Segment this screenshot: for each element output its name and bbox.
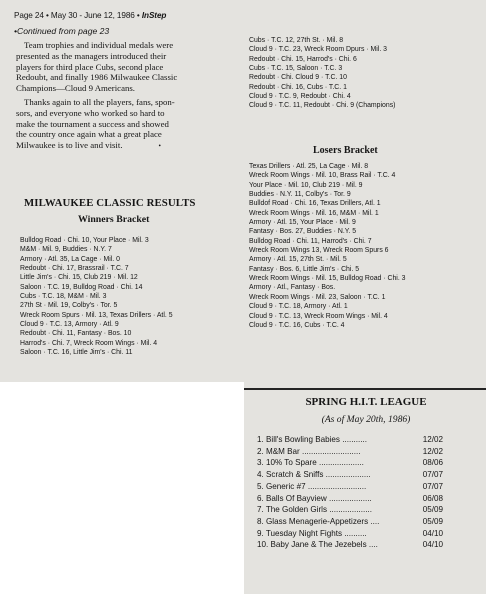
standings-row [257,539,443,551]
intro-paragraph-2 [16,97,238,152]
standings-row [257,457,443,469]
losers-bracket-heading: Losers Bracket [313,145,378,156]
list-item: Cloud 9 · T.C. 13, Armory · Atl. 9 [20,321,119,329]
text-line: Redoubt, and finally 1986 Milwaukee Classic [16,72,178,83]
team-name: 1. Bill's Bowling Babies ........... [257,435,367,444]
list-item: Redoubt · Chi. Cloud 9 · T.C. 10 [249,74,347,82]
list-item: Armory · Atl., Fantasy · Bos. [249,284,336,292]
winners-bracket-heading: Winners Bracket [78,214,150,225]
list-item: Redoubt · Chi. 15, Harrod's · Chi. 6 [249,55,357,63]
text-line: Thanks again to all the players, fans, spon- [24,97,175,107]
intro-paragraph-1 [16,40,238,94]
blank-area [0,382,244,594]
text-line: presented as the managers introduced their [16,50,167,61]
text-line: Champions—Cloud 9 Americans. [16,83,135,94]
standings-row [257,481,443,493]
list-item: Cloud 9 · T.C. 18, Armory · Atl. 1 [249,303,348,311]
list-item: Fantasy · Bos. 6, Little Jim's · Chi. 5 [249,265,360,273]
team-name: 3. 10% To Spare .................... [257,458,364,468]
text-line: the country once again what a great place [16,129,162,140]
team-record: 04/10 [422,528,443,538]
text-line: players for third place Cubs, second place [16,61,164,72]
list-item: Cloud 9 · T.C. 23, Wreck Room Dpurs · Mil. 3 [249,46,387,54]
text-line [16,140,238,152]
league-title: SPRING H.I.T. LEAGUE [305,396,427,408]
publication-name: InStep [141,11,167,20]
team-name: 6. Balls Of Bayview ................... [257,493,372,503]
text-line: Team trophies and individual medals were [24,40,174,50]
team-record: 08/06 [422,458,443,468]
list-item: Wreck Room Wings · Mil. 16, M&M · Mil. 1 [249,209,379,217]
list-item: Buddies · N.Y. 11, Colby's · Tor. 9 [249,191,351,199]
list-item: Cubs · T.C. 15, Saloon · T.C. 3 [249,65,343,73]
list-item: Redoubt · Chi. 16, Cubs · T.C. 1 [249,83,347,91]
list-item: Armory · Atl. 15, 27th St. · Mil. 5 [249,256,347,264]
list-item: Armory · Atl. 35, La Cage · Mil. 0 [20,255,120,263]
standings-row [257,446,443,458]
winners-bracket-continued-list [249,36,395,111]
standings-row [257,469,443,481]
list-item: Cubs · T.C. 12, 27th St. · Mil. 8 [249,37,344,44]
section-divider [244,388,486,390]
team-record: 06/08 [422,493,443,503]
list-item: Saloon · T.C. 19, Bulldog Road · Chi. 14 [20,283,143,291]
team-name: 9. Tuesday Night Fights .......... [257,528,367,538]
winners-bracket-list [20,236,173,357]
list-item: Bulldog Road · Chi. 10, Your Place · Mil. 3 [20,237,149,244]
team-name: 10. Baby Jane & The Jezebels .... [257,540,378,550]
team-name: 7. The Golden Girls ................... [257,505,373,515]
team-name: 2. M&M Bar .......................... [257,446,361,456]
list-item: Cloud 9 · T.C. 13, Wreck Room Wings · Mil. 4 [249,312,388,320]
list-item: Armory · Atl. 15, Your Place · Mil. 9 [249,219,356,227]
list-item: Cloud 9 · T.C. 16, Cubs · T.C. 4 [249,321,345,329]
list-item: 27th St · Mil. 19, Colby's · Tor. 5 [20,302,118,310]
team-record: 07/07 [422,481,443,491]
list-item: Bulldof Road · Chi. 16, Texas Drillers, Atl. 1 [249,200,381,208]
text-line: make the tournament a success and showed [16,118,169,129]
list-item: Wreck Room Spurs · Mil. 13, Texas Drillers · Atl. 5 [20,311,173,319]
losers-bracket-list [249,162,406,330]
text-line: sors, and everyone who worked so hard to [16,107,165,118]
league-subtitle: (As of May 20th, 1986) [321,414,411,425]
standings-row [257,504,443,516]
team-record: 05/09 [422,505,443,515]
text-line-content: Milwaukee is to live and visit. [16,140,123,151]
list-item: Harrod's · Chi. 7, Wreck Room Wings · Mil. 4 [20,339,158,347]
continued-from-label: •Continued from page 23 [14,26,110,36]
list-item: Redoubt · Chi. 11, Fantasy · Bos. 10 [20,330,132,338]
team-name: 5. Generic #7 .......................... [257,481,367,491]
team-record: 04/10 [422,540,443,550]
list-item: Your Place · Mil. 10, Club 219 · Mil. 9 [249,181,363,189]
team-name: 4. Scratch & Sniffs .................... [257,470,371,480]
standings-row [257,516,443,528]
list-item: Saloon · T.C. 16, Little Jim's · Chi. 11 [20,349,133,357]
classic-results-title: MILWAUKEE CLASSIC RESULTS [24,197,196,209]
list-item: Texas Drillers · Atl. 25, La Cage · Mil. 8 [249,163,369,170]
list-item: Little Jim's · Chi. 15, Club 219 · Mil. 12 [20,274,138,282]
list-item: M&M · Mil. 9, Buddies · N.Y. 7 [20,246,112,254]
page-date: Page 24 • May 30 - June 12, 1986 • [14,11,140,20]
list-item: Wreck Room Wings · Mil. 15, Bulldog Road · Chi. 3 [249,275,406,283]
team-record: 05/09 [422,516,443,526]
team-name: 8. Glass Menagerie-Appetizers .... [257,516,380,526]
page-header [14,11,166,20]
list-item: Cloud 9 · T.C. 11, Redoubt · Chi. 9 (Champions) [249,102,396,110]
list-item: Wreck Room Wings · Mil. 23, Saloon · T.C. 1 [249,293,386,301]
end-bullet: • [158,142,161,151]
list-item: Fantasy · Bos. 27, Buddies · N.Y. 5 [249,228,357,236]
list-item: Cloud 9 · T.C. 9, Redoubt · Chi. 4 [249,93,351,101]
list-item: Wreck Room Wings 13, Wreck Room Spurs 6 [249,247,389,255]
list-item: Cubs · T.C. 18, M&M · Mil. 3 [20,293,107,301]
standings-row [257,528,443,540]
team-record: 12/02 [422,446,443,456]
list-item: Wreck Room Wings · Mil. 10, Brass Rail · T.C. 4 [249,172,396,180]
list-item: Bulldog Road · Chi. 11, Harrod's · Chi. 7 [249,237,372,245]
team-record: 07/07 [422,470,443,480]
team-record: 12/02 [422,435,443,444]
standings-row [257,434,443,446]
standings-row [257,493,443,505]
league-standings [257,434,443,551]
list-item: Redoubt · Chi. 17, Brassrail · T.C. 7 [20,265,129,273]
